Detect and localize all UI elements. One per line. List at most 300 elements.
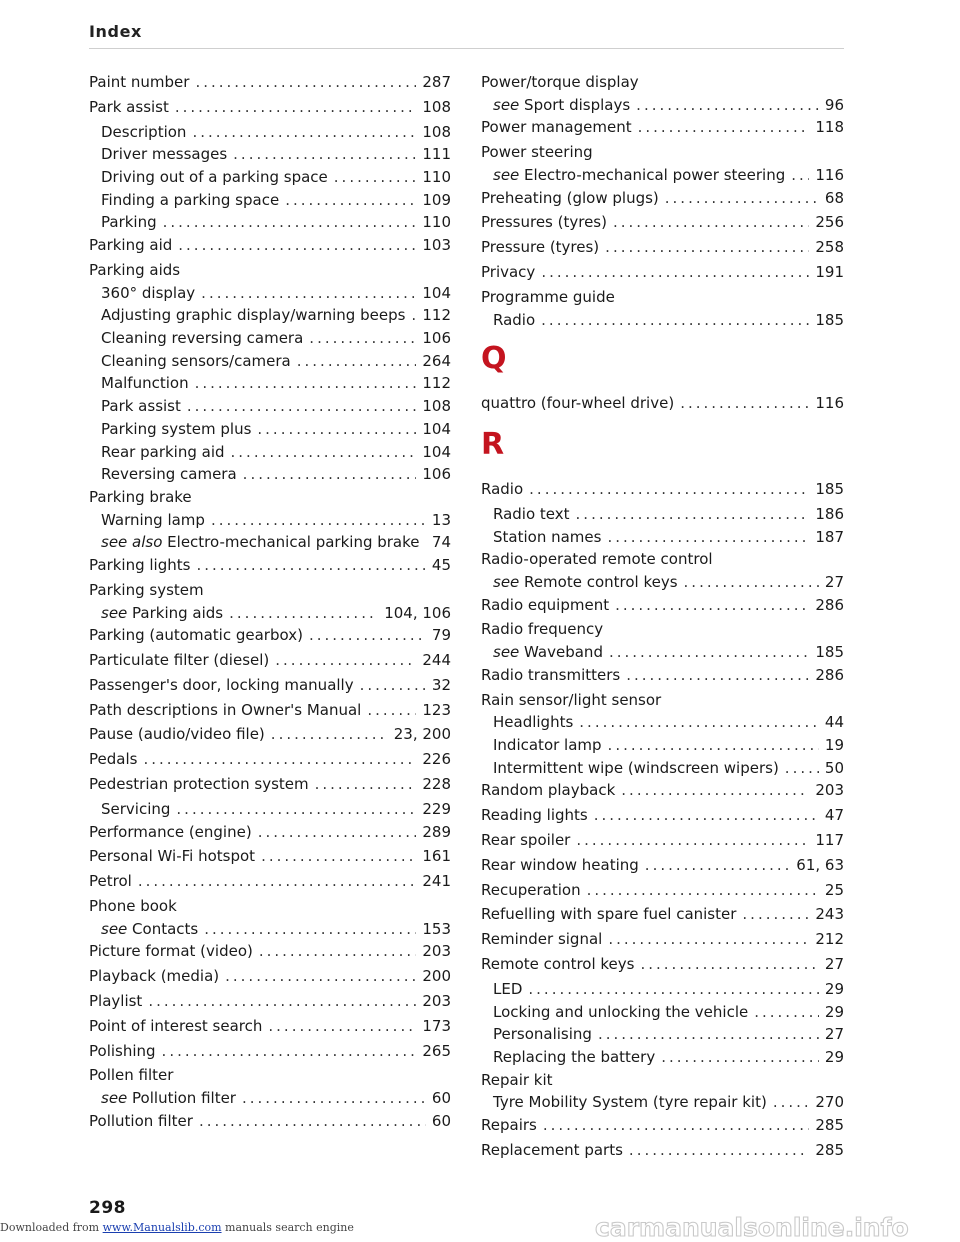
index-entry[interactable] [481,595,844,615]
dot-leader [785,758,819,778]
dot-leader [334,167,417,187]
index-entry[interactable] [481,929,844,949]
index-entry[interactable] [89,555,451,575]
index-entry-term: quattro (four-wheel drive) [481,394,675,413]
dot-leader [176,799,416,819]
index-entry-term: Radio transmitters [481,665,621,684]
dot-leader [754,1002,819,1022]
footer-prefix: Downloaded from [0,1221,103,1234]
cross-reference-target: Contacts [127,919,199,938]
index-entry-term [493,572,678,592]
index-entry-page: 79 [431,626,451,645]
index-entry-term [101,919,198,939]
dot-leader [201,283,416,303]
index-entry-term: Replacement parts [481,1140,623,1159]
index-entry-term: Replacing the battery [493,1047,656,1066]
index-entry[interactable] [89,700,451,720]
dot-leader [268,1016,416,1036]
cross-reference-prefix: see also [101,533,163,552]
index-entry-term [493,165,785,185]
index-entry[interactable] [101,190,451,210]
index-entry[interactable] [89,650,451,670]
index-entry-term: Locking and unlocking the vehicle [493,1002,749,1021]
index-entry-page: 286 [815,595,844,614]
index-entry[interactable] [493,527,844,547]
index-entry-term: Intermittent wipe (windscreen wipers) [493,758,779,777]
index-entry-term: Playlist [89,991,143,1010]
index-entry[interactable] [481,1115,844,1135]
index-entry-page: 265 [422,1041,451,1060]
index-entry-term: Parking system plus [101,419,252,438]
index-entry[interactable] [101,328,451,348]
index-entry-page: 23, 200 [393,725,451,744]
index-entry[interactable] [89,941,451,961]
index-entry-term: Personal Wi-Fi hotspot [89,847,256,866]
index-entry-term: Refuelling with spare fuel canister [481,905,737,924]
index-entry[interactable] [89,235,451,255]
dot-leader [143,749,416,769]
index-entry-term: Warning lamp [101,510,205,529]
index-entry[interactable] [101,532,451,552]
dot-leader [162,1041,417,1061]
index-entry[interactable] [481,780,844,800]
index-entry[interactable] [101,122,451,142]
index-entry-term [101,532,420,552]
index-entry-page: 258 [815,238,844,257]
index-entry-page: 110 [422,213,451,232]
index-entry-term: Pause (audio/video file) [89,725,265,744]
dot-leader [576,830,809,850]
index-entry-term: Description [101,122,187,141]
index-entry-page: 19 [824,736,844,754]
index-entry[interactable] [101,1088,451,1108]
index-entry[interactable] [89,749,451,769]
cross-reference-prefix: see [101,603,128,622]
cross-reference-target: Parking aids [127,603,224,622]
cross-reference-prefix: see [101,919,128,938]
dot-leader [607,527,809,547]
cross-reference-prefix: see [101,1089,128,1107]
dot-leader [773,1092,810,1112]
index-entry[interactable] [101,305,451,325]
dot-leader [261,846,416,866]
index-entry-page: 203 [815,781,844,800]
index-entry[interactable] [481,237,844,257]
dot-leader [360,675,426,695]
dot-leader [684,572,819,592]
index-entry-page: 244 [422,651,451,669]
dot-leader [297,351,417,371]
index-entry-term: Preheating (glow plugs) [481,188,659,207]
index-entry[interactable] [493,1002,844,1022]
index-entry-page: 108 [422,122,451,141]
dot-leader [608,735,819,755]
index-entry-page: 228 [422,775,451,793]
index-entry-page: 60 [431,1111,451,1130]
dot-leader [605,237,809,257]
index-entry-term: Picture format (video) [89,942,253,961]
page-number: 298 [89,1198,126,1218]
index-entry[interactable] [89,871,451,891]
index-entry-term: Indicator lamp [493,736,602,754]
index-heading: Programme guide [481,287,615,306]
index-entry[interactable] [89,1111,451,1131]
index-entry[interactable] [89,675,451,695]
index-entry[interactable] [101,510,451,530]
index-entry[interactable] [101,603,451,623]
index-entry-term: Rear window heating [481,855,639,874]
index-entry-page: 203 [422,942,451,961]
index-entry-page: 185 [815,310,844,329]
dot-leader [636,95,819,115]
index-entry-term: Reversing camera [101,465,237,484]
index-entry[interactable] [481,904,844,924]
index-entry-term: Driving out of a parking space [101,168,328,186]
index-entry-term: 360° display [101,283,196,302]
index-entry-page: 287 [422,73,451,91]
index-entry-term: LED [493,979,523,998]
dot-leader [195,72,416,92]
dot-leader [587,880,819,900]
index-entry-page: 68 [824,188,844,207]
index-entry-page: 116 [815,165,844,184]
index-entry-page: 108 [422,97,451,116]
dot-leader [621,780,809,800]
index-heading: Parking system [89,580,204,599]
dot-leader [204,919,416,939]
dot-leader [233,144,416,164]
index-entry[interactable] [481,117,844,137]
index-entry-page: 226 [422,750,451,769]
index-entry-term: Polishing [89,1041,156,1060]
index-entry-page: 123 [422,700,451,719]
index-entry[interactable] [481,665,844,685]
index-entry-page: 187 [815,527,844,546]
index-entry[interactable] [481,880,844,900]
index-entry-page: 256 [815,213,844,232]
index-entry-page: 111 [422,145,451,164]
dot-leader [594,805,819,825]
index-entry[interactable] [481,262,844,282]
index-entry-page: 44 [824,713,844,732]
dot-leader [791,165,809,185]
index-entry[interactable] [493,572,844,592]
index-entry-page: 117 [815,831,844,849]
index-entry[interactable] [481,855,844,875]
index-entry-page: 104, 106 [384,603,451,622]
index-heading: Parking aids [89,260,181,279]
index-entry[interactable] [493,758,844,778]
index-entry[interactable] [101,396,451,416]
index-entry[interactable] [481,954,844,974]
dot-leader [661,1047,819,1067]
index-entry-page: 286 [815,665,844,684]
cross-reference-prefix: see [493,572,520,591]
index-entry[interactable] [493,1024,844,1044]
index-entry-term [493,642,603,662]
index-entry[interactable] [89,991,451,1011]
index-entry[interactable] [89,625,451,645]
index-entry[interactable] [101,212,451,232]
index-entry[interactable] [481,212,844,232]
dot-leader [543,1115,810,1135]
dot-leader [680,393,809,413]
index-entry-page: 264 [422,351,451,370]
watermark-logo [591,1212,960,1242]
index-entry-page: 60 [431,1089,451,1107]
footer-suffix: manuals search engine [221,1221,354,1234]
index-entry-term: Rear parking aid [101,442,225,461]
dot-leader [615,595,809,615]
index-entry-term: Random playback [481,781,616,800]
index-entry[interactable] [89,1041,451,1061]
index-entry-term: Radio [493,310,536,329]
index-entry[interactable] [493,1047,844,1067]
index-entry-page: 103 [422,236,451,255]
index-entry-page: 106 [422,329,451,347]
index-entry-page: 243 [815,905,844,924]
index-entry-page: 185 [815,643,844,662]
index-letter-heading: Q [481,341,507,377]
index-entry-page: 32 [431,675,451,694]
dot-leader [541,310,809,330]
index-entry-term: Pedals [89,750,138,769]
watermark-text: carmanualsonline.info [595,1213,909,1242]
index-entry-page: 118 [815,118,844,137]
index-heading: Power/torque display [481,73,639,91]
index-entry-term: Station names [493,527,602,546]
index-entry-page: 289 [422,822,451,841]
dot-leader [275,650,416,670]
index-entry[interactable] [493,735,844,755]
index-entry-page: 153 [422,919,451,938]
index-heading: Power steering [481,143,593,162]
index-entry-page: 45 [431,556,451,574]
dot-leader [309,625,426,645]
cross-reference-target: Pollution filter [127,1089,236,1107]
dot-leader [211,510,426,530]
index-entry-page: 104 [422,419,451,438]
index-entry-page: 229 [422,799,451,818]
dot-leader [271,724,388,744]
index-entry[interactable] [101,167,451,187]
index-entry-term: Radio [481,480,524,498]
index-entry-term: Malfunction [101,374,189,393]
dot-leader [192,122,416,142]
dot-leader [638,117,810,137]
index-entry-term: Paint number [89,73,190,91]
index-entry[interactable] [101,283,451,303]
index-entry-term: Radio text [493,504,570,523]
index-entry-term: Park assist [89,97,169,116]
index-entry[interactable] [493,979,844,999]
index-entry[interactable] [89,966,451,986]
index-entry-term: Finding a parking space [101,190,280,209]
index-entry-term: Playback (media) [89,967,220,986]
dot-leader [225,966,416,986]
index-entry[interactable] [89,97,451,117]
dot-leader [541,262,809,282]
dot-leader [196,555,425,575]
index-entry[interactable] [481,479,844,499]
download-footer [0,1221,354,1234]
index-entry-page: 29 [824,1002,844,1021]
index-entry[interactable] [101,799,451,819]
index-entry-term: Driver messages [101,145,228,164]
dot-leader [243,464,417,484]
cross-reference-target: Sport displays [519,95,631,114]
index-entry-term: Parking [101,213,157,232]
cross-reference-prefix: see [493,165,520,184]
index-entry[interactable] [101,442,451,462]
index-entry-page: 96 [824,95,844,114]
manualslib-link[interactable]: www.Manualslib.com [102,1221,222,1234]
cross-reference-target: Remote control keys [519,572,678,591]
index-entry-term: Pedestrian protection system [89,775,309,793]
index-entry[interactable] [493,1092,844,1112]
index-entry-term [101,603,223,623]
index-entry-term: Passenger's door, locking manually [89,675,354,694]
index-entry-term: Reminder signal [481,930,603,949]
index-entry[interactable] [481,393,844,413]
index-entry-page: 104 [422,442,451,461]
index-entry-term: Servicing [101,799,171,818]
index-entry-term: Tyre Mobility System (tyre repair kit) [493,1093,767,1112]
index-entry-page: 116 [815,394,844,413]
index-entry-term: Pressures (tyres) [481,213,607,232]
index-entry-page: 104 [422,283,451,302]
index-entry-page: 191 [815,263,844,281]
index-entry-page: 161 [422,847,451,866]
index-entry-term [101,1088,236,1108]
index-entry-page: 270 [815,1093,844,1112]
index-entry[interactable] [493,642,844,662]
dot-leader [257,419,416,439]
index-letter-heading: R [481,427,505,462]
index-entry-page: 285 [815,1140,844,1159]
index-entry[interactable] [89,1016,451,1036]
index-entry-page: 110 [422,168,451,186]
index-entry-term: Repairs [481,1116,537,1134]
index-entry[interactable] [493,712,844,732]
dot-leader [665,188,819,208]
index-entry-term: Rear spoiler [481,831,571,849]
index-entry-term: Path descriptions in Owner's Manual [89,700,362,719]
dot-leader [187,396,416,416]
dot-leader [645,855,790,875]
index-entry[interactable] [101,919,451,939]
index-entry[interactable] [493,165,844,185]
cross-reference-target: Electro-mechanical parking brake [162,533,420,552]
cross-reference-target: Electro-mechanical power steering [519,165,786,184]
index-entry[interactable] [493,504,844,524]
index-entry[interactable] [481,188,844,208]
index-entry-term [493,95,630,115]
index-entry-page: 108 [422,397,451,416]
index-entry-term: Radio equipment [481,595,610,614]
page-title: Index [89,22,142,41]
header-divider [89,48,844,49]
dot-leader [529,479,809,499]
index-entry[interactable] [493,95,844,115]
index-entry-page: 112 [422,306,451,325]
index-entry-page: 74 [431,533,451,552]
index-heading: Parking brake [89,487,192,506]
index-entry-term: Reading lights [481,806,588,825]
cross-reference-target: Waveband [519,643,603,662]
index-entry[interactable] [481,830,844,850]
index-entry-page: 29 [824,1047,844,1066]
index-entry[interactable] [89,774,451,794]
index-entry-term: Point of interest search [89,1016,263,1035]
index-entry-page: 27 [824,572,844,591]
index-entry-page: 112 [422,374,451,393]
index-entry-term: Privacy [481,263,536,281]
index-heading: Radio-operated remote control [481,550,713,569]
index-entry-page: 200 [422,967,451,986]
dot-leader [608,929,809,949]
index-entry[interactable] [101,373,451,393]
index-heading: Rain sensor/light sensor [481,690,662,709]
index-entry-term: Cleaning reversing camera [101,329,304,347]
index-entry-term: Adjusting graphic display/warning beeps [101,306,406,325]
index-entry-page: 50 [824,758,844,777]
cross-reference-prefix: see [493,95,520,114]
index-heading: Pollen filter [89,1066,174,1085]
index-entry-page: 173 [422,1016,451,1035]
index-entry[interactable] [89,724,451,744]
index-entry-page: 109 [422,190,451,209]
index-entry-page: 106 [422,465,451,484]
dot-leader [640,954,818,974]
index-entry-term: Particulate filter (diesel) [89,651,270,669]
index-entry-term: Cleaning sensors/camera [101,351,291,370]
dot-leader [626,665,809,685]
index-entry-page: 285 [815,1116,844,1134]
index-entry[interactable] [101,351,451,371]
dot-leader [231,442,417,462]
index-entry-page: 185 [815,480,844,498]
dot-leader [258,822,417,842]
index-entry-page: 13 [431,510,451,529]
index-entry[interactable] [101,464,451,484]
index-entry-term: Performance (engine) [89,822,252,841]
index-entry-term: Parking lights [89,556,191,574]
dot-leader [175,97,416,117]
index-entry-page: 241 [422,872,451,891]
index-entry-term: Parking (automatic gearbox) [89,626,303,645]
index-entry-page: 27 [824,1025,844,1044]
index-entry-term: Parking aid [89,236,173,255]
index-entry[interactable] [493,310,844,330]
index-entry-term: Pressure (tyres) [481,238,600,257]
index-heading: Repair kit [481,1070,553,1089]
dot-leader [411,305,416,325]
index-entry-term: Pollution filter [89,1111,193,1130]
index-entry[interactable] [101,419,451,439]
index-entry[interactable] [89,72,451,92]
dot-leader [148,991,416,1011]
index-heading: Phone book [89,896,177,915]
index-entry-page: 186 [815,504,844,523]
index-entry[interactable] [89,846,451,866]
index-entry[interactable] [101,144,451,164]
dot-leader [629,1140,809,1160]
dot-leader [742,904,809,924]
index-entry[interactable] [481,805,844,825]
index-entry[interactable] [89,822,451,842]
index-entry[interactable] [481,1140,844,1160]
